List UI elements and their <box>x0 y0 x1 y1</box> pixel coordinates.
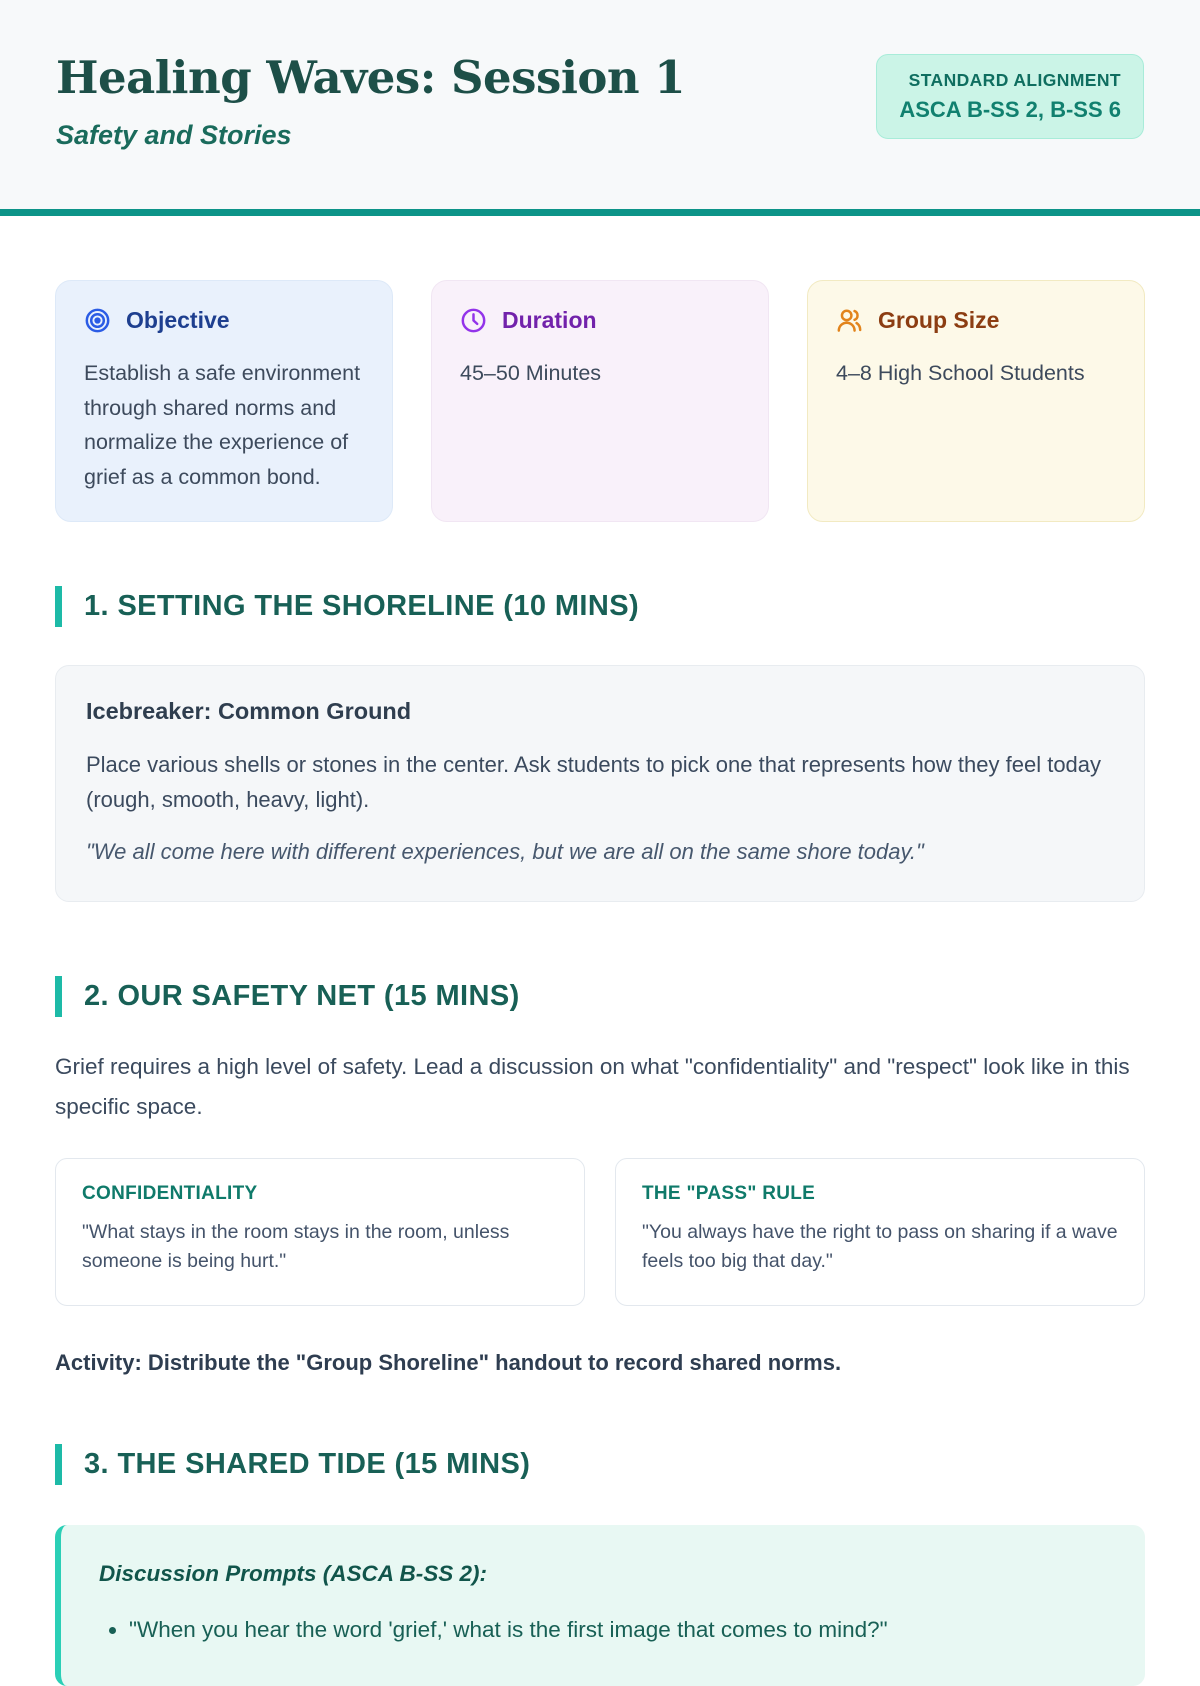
confidentiality-rule-title: CONFIDENTIALITY <box>82 1183 258 1205</box>
info-cards-row <box>55 280 1145 522</box>
clock-icon <box>460 307 487 334</box>
confidentiality-rule-quote: "What stays in the room stays in the room, unless someone is being hurt." <box>82 1221 510 1273</box>
badge-value: ASCA B-SS 2, B-SS 6 <box>899 97 1121 122</box>
group-size-text: 4–8 High School Students <box>836 360 1085 385</box>
duration-card <box>431 280 769 522</box>
page-subtitle: Safety and Stories <box>56 119 292 150</box>
discussion-prompts-card <box>55 1525 1145 1686</box>
group-size-label: Group Size <box>878 306 1000 333</box>
activity-note: Activity: Distribute the "Group Shoreline" handout to record shared norms. <box>55 1349 842 1375</box>
target-icon <box>84 307 111 334</box>
objective-label: Objective <box>126 306 230 333</box>
standard-alignment-badge <box>876 54 1144 139</box>
icebreaker-card <box>55 665 1145 902</box>
duration-text: 45–50 Minutes <box>460 360 602 385</box>
badge-label: STANDARD ALIGNMENT <box>908 70 1121 90</box>
section-2-intro: Grief requires a high level of safety. Lead a discussion on what "confidentiality" and "respect" look like in this specific space. <box>55 1054 1130 1119</box>
confidentiality-rule-card <box>55 1158 585 1306</box>
users-icon <box>836 307 863 334</box>
group-size-card <box>807 280 1145 522</box>
section-2-heading: 2. OUR SAFETY NET (15 MINS) <box>55 976 1145 1017</box>
icebreaker-quote: "We all come here with different experiences, but we are all on the same shore today." <box>86 839 924 865</box>
icebreaker-title: Icebreaker: Common Ground <box>86 698 412 725</box>
objective-text: Establish a safe environment through shared norms and normalize the experience of grief as a common bond. <box>84 360 361 490</box>
section-3-heading: 3. THE SHARED TIDE (15 MINS) <box>55 1444 1145 1485</box>
page-title: Healing Waves: Session 1 <box>56 51 686 104</box>
discussion-prompts-title: Discussion Prompts (ASCA B-SS 2): <box>99 1560 487 1586</box>
group-size-card-header <box>836 307 1116 334</box>
section-1-heading: 1. SETTING THE SHORELINE (10 MINS) <box>55 586 1145 627</box>
pass-rule-title: THE "PASS" RULE <box>642 1183 816 1205</box>
discussion-prompts-list <box>99 1613 1107 1647</box>
duration-card-header <box>460 307 740 334</box>
duration-label: Duration <box>502 306 597 333</box>
pass-rule-card <box>615 1158 1145 1306</box>
objective-card <box>55 280 393 522</box>
discussion-prompt-item: • "When you hear the word 'grief,' what is the first image that comes to mind?" <box>129 1613 1107 1647</box>
objective-card-header <box>84 307 364 334</box>
header <box>0 0 1200 216</box>
content <box>0 280 1200 1686</box>
icebreaker-body: Place various shells or stones in the center. Ask students to pick one that represents how they feel today (rough, smooth, heavy, light). <box>86 752 1102 813</box>
pass-rule-quote: "You always have the right to pass on sharing if a wave feels too big that day." <box>642 1221 1118 1273</box>
rules-grid <box>55 1158 1145 1306</box>
header-titles <box>56 52 685 151</box>
